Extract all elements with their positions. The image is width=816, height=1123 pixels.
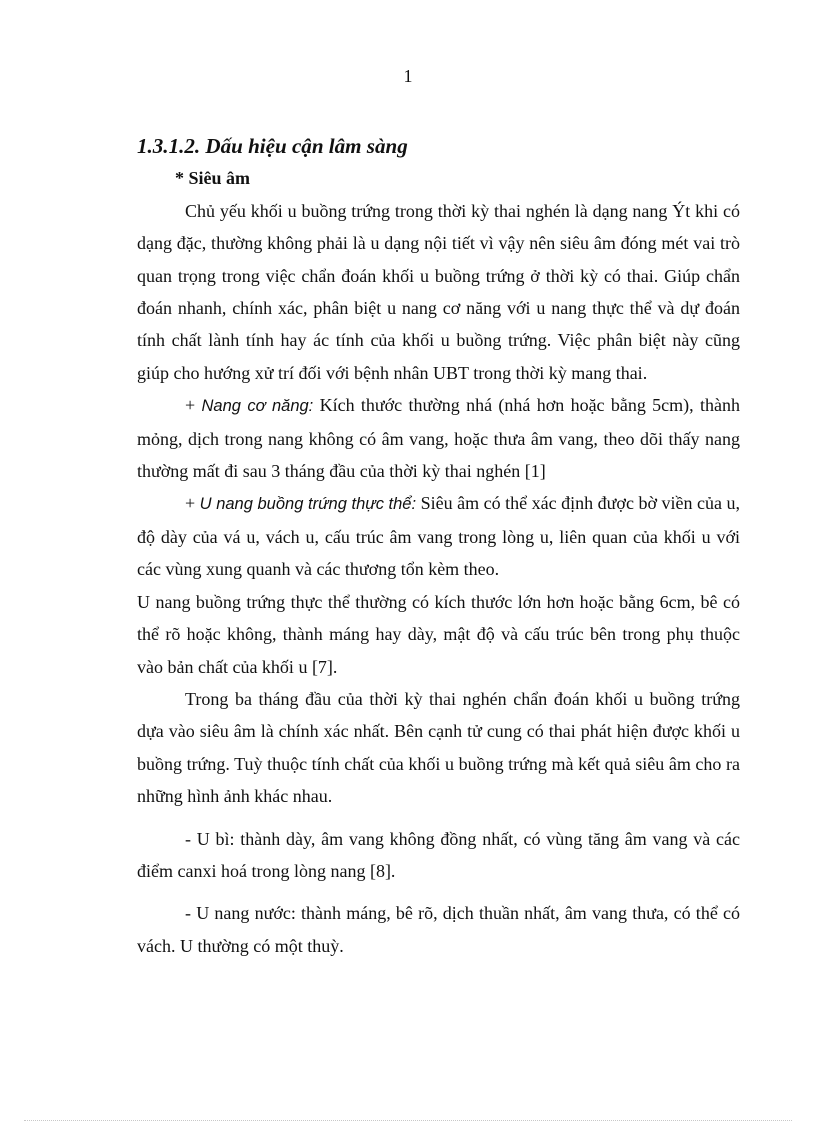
paragraph-organic-cyst-text: Siêu âm có thể xác định được bờ viền của u, độ dày của vá u, vách u, cấu trúc âm vang trong lòng u, liên quan của khối u với các vùng xung quanh và các thương tổn kèm theo.: [137, 493, 740, 580]
page-number: 1: [403, 66, 413, 86]
paragraph-organic-size: U nang buồng trứng thực thể thường có kích thước lớn hơn hoặc bằng 6cm, bê có thể rõ hoặc không, thành máng hay dày, mật độ và cấu trúc bên trong phụ thuộc vào bản chất của khối u [7].: [137, 591, 740, 677]
bullet-plus: +: [185, 395, 202, 416]
paragraph-organic-cyst: [137, 487, 740, 585]
list-item-serous-cyst: - U nang nước: thành máng, bê rõ, dịch thuần nhất, âm vang thưa, có thể có vách. U thường có một thuỳ.: [137, 903, 740, 956]
paragraph-intro: Chủ yếu khối u buồng trứng trong thời kỳ thai nghén là dạng nang Ýt khi có dạng đặc, thường không phải là u dạng nội tiết vì vậy nên siêu âm đóng mét vai trò quan trọng trong việc chẩn đoán khối u buồng trứng ở thời kỳ có thai. Giúp chẩn đoán nhanh, chính xác, phân biệt u nang cơ năng với u nang thực thể và dự đoán tính chất lành tính hay ác tính của khối u buồng trứng. Việc phân biệt này cũng giúp cho hướng xử trí đối với bệnh nhân UBT trong thời kỳ mang thai.: [137, 200, 740, 383]
term-organic-cyst: U nang buồng trứng thực thể:: [199, 495, 417, 514]
document-body: [137, 130, 740, 962]
page-bottom-divider: [24, 1120, 792, 1121]
bullet-plus: +: [185, 493, 200, 514]
subsection-heading: * Siêu âm: [175, 168, 251, 189]
paragraph-first-trimester: Trong ba tháng đầu của thời kỳ thai nghén chẩn đoán khối u buồng trứng dựa vào siêu âm là chính xác nhất. Bên cạnh tử cung có thai phát hiện được khối u buồng trứng. Tuỳ thuộc tính chất của khối u buồng trứng mà kết quả siêu âm cho ra những hình ảnh khác nhau.: [137, 688, 740, 807]
term-functional-cyst: Nang cơ năng:: [201, 397, 314, 416]
section-heading: 1.3.1.2. Dấu hiệu cận lâm sàng: [137, 134, 408, 158]
paragraph-functional-cyst-text: Kích thước thường nhá (nhá hơn hoặc bằng 5cm), thành mỏng, dịch trong nang không có âm vang, hoặc thưa âm vang, theo dõi thấy nang thường mất đi sau 3 tháng đầu của thời kỳ thai nghén [1]: [137, 395, 740, 482]
list-item-dermoid: - U bì: thành dày, âm vang không đồng nhất, có vùng tăng âm vang và các điểm canxi hoá trong lòng nang [8].: [137, 828, 740, 881]
paragraph-functional-cyst: [137, 389, 740, 487]
